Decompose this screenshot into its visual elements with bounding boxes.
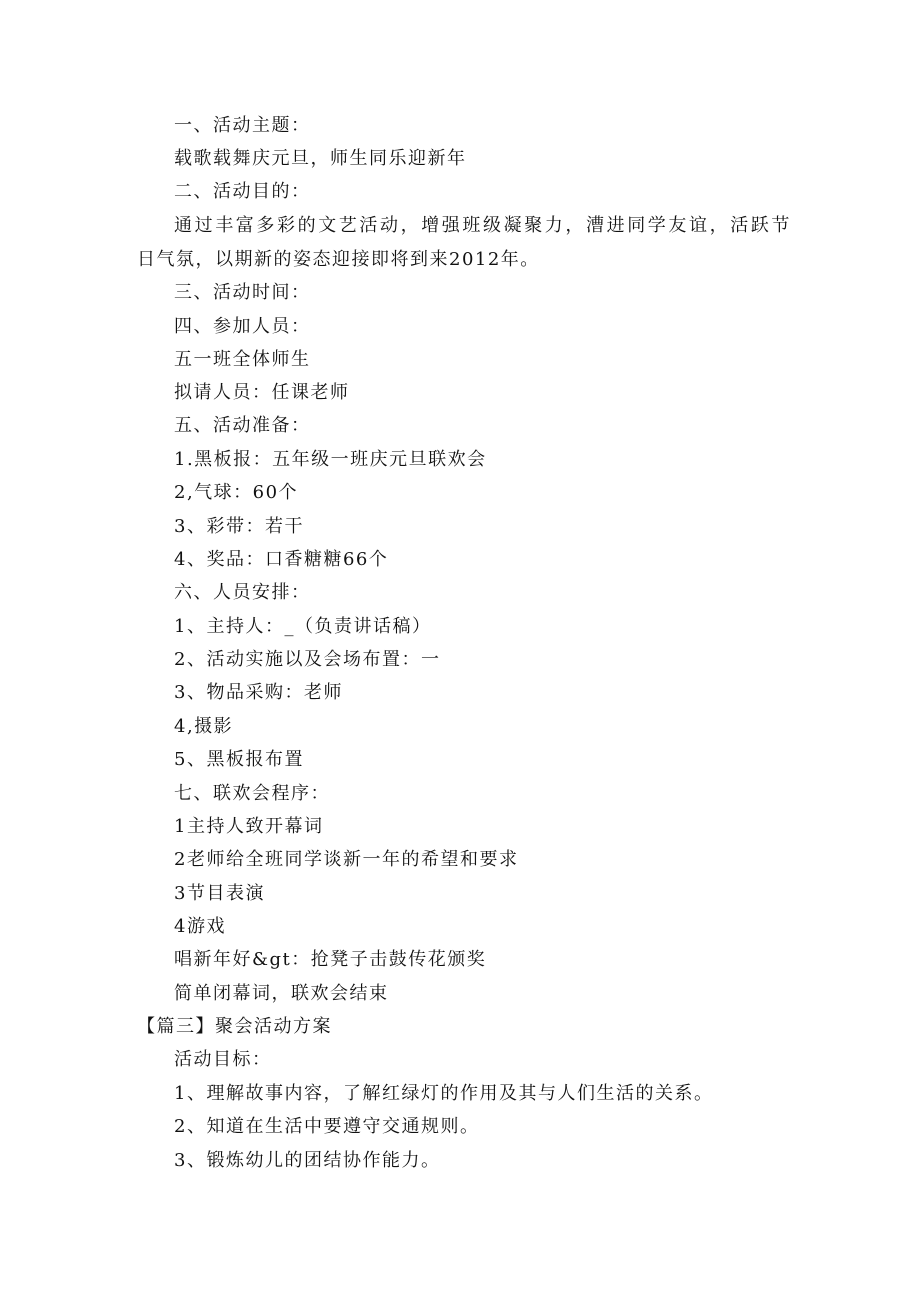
- staff-item-3: 3、物品采购：老师: [174, 682, 343, 703]
- heading-preparation: 五、活动准备：: [174, 415, 311, 436]
- heading-time: 三、活动时间：: [174, 282, 311, 303]
- heading-purpose: 二、活动目的：: [174, 181, 311, 202]
- heading-goals: 活动目标：: [174, 1049, 272, 1070]
- prep-item-1: 1.黑板报：五年级一班庆元旦联欢会: [174, 449, 487, 470]
- program-item-1: 1主持人致开幕词: [174, 816, 324, 837]
- goal-item-1: 1、理解故事内容，了解红绿灯的作用及其与人们生活的关系。: [174, 1083, 714, 1104]
- heading-theme: 一、活动主题：: [174, 115, 311, 136]
- prep-item-2: 2,气球：60个: [174, 482, 299, 503]
- program-item-4: 4游戏: [174, 916, 226, 937]
- goal-item-2: 2、知道在生活中要遵守交通规则。: [174, 1116, 480, 1137]
- staff-item-5: 5、黑板报布置: [174, 749, 304, 770]
- heading-program: 七、联欢会程序：: [174, 783, 330, 804]
- program-item-2: 2老师给全班同学谈新一年的希望和要求: [174, 849, 519, 870]
- prep-item-4: 4、奖品：口香糖糖66个: [174, 549, 389, 570]
- program-item-5: 唱新年好&gt：抢凳子击鼓传花颁奖: [174, 949, 487, 970]
- invited-text: 拟请人员：任课老师: [174, 382, 350, 403]
- program-item-3: 3节目表演: [174, 883, 265, 904]
- purpose-text-line-1: 通过丰富多彩的文艺活动，增强班级凝聚力，漕进同学友谊，活跃节: [174, 215, 792, 236]
- staff-item-4: 4,摄影: [174, 716, 234, 737]
- staff-item-1: 1、主持人：_（负责讲话稿）: [174, 616, 432, 637]
- program-item-6: 简单闭幕词，联欢会结束: [174, 983, 389, 1004]
- staff-item-2: 2、活动实施以及会场布置：一: [174, 649, 441, 670]
- heading-staffing: 六、人员安排：: [174, 582, 311, 603]
- goal-item-3: 3、锻炼幼儿的团结协作能力。: [174, 1150, 441, 1171]
- heading-participants: 四、参加人员：: [174, 316, 311, 337]
- purpose-text-line-2: 日气氛，以期新的姿态迎接即将到来2012年。: [137, 249, 540, 270]
- theme-text: 载歌载舞庆元旦，师生同乐迎新年: [174, 148, 467, 169]
- section-heading-part-three: 【篇三】聚会活动方案: [137, 1016, 332, 1037]
- participants-text: 五一班全体师生: [174, 349, 311, 370]
- prep-item-3: 3、彩带：若干: [174, 516, 304, 537]
